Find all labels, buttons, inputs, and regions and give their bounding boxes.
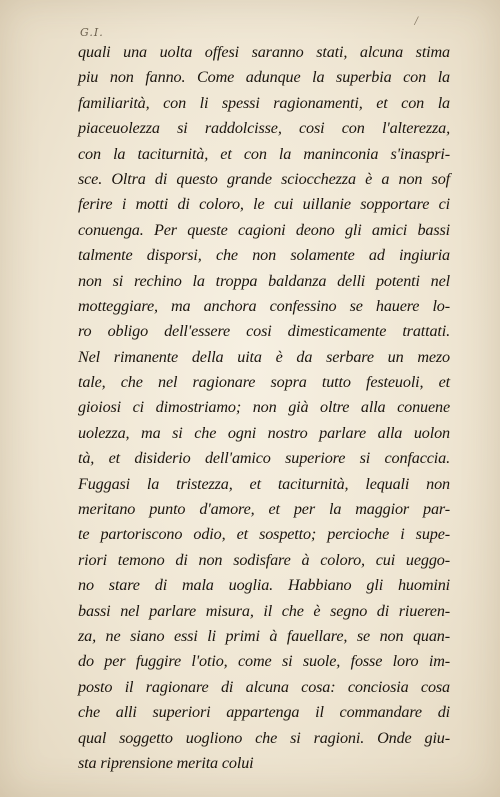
text-line: gioiosi ci dimostriamo; non già oltre alla conuene xyxy=(78,398,450,417)
text-line: posto il ragionare di alcuna cosa: conciosia cosa xyxy=(78,677,450,696)
text-line: do per fuggire l'otio, come si suole, fosse loro im- xyxy=(78,652,450,671)
text-line: sce. Oltra di questo grande sciocchezza è a non sof xyxy=(78,169,450,188)
text-line: piu non fanno. Come adunque la superbia con la xyxy=(78,68,450,87)
page-signature: G.I. xyxy=(80,26,104,39)
text-line: riori temono di non sodisfare à coloro, cui ueggo- xyxy=(78,550,450,569)
text-line: quali una uolta offesi saranno stati, alcuna stima xyxy=(78,43,450,61)
body-text xyxy=(78,40,450,776)
text-line: sta riprensione merita colui xyxy=(78,753,254,772)
text-line: motteggiare, ma anchora confessino se hauere lo- xyxy=(78,296,450,315)
text-line: talmente disporsi, che non solamente ad ingiuria xyxy=(78,246,450,265)
text-line: familiarità, con li spessi ragionamenti, et con la xyxy=(78,93,450,112)
text-line: piaceuolezza si raddolcisse, cosi con l'alterezza, xyxy=(78,119,450,138)
text-line: te partoriscono odio, et sospetto; percioche i supe- xyxy=(78,525,450,544)
text-line: meritano punto d'amore, et per la maggior par- xyxy=(78,500,450,519)
text-line: conuenga. Per queste cagioni deono gli amici bassi xyxy=(78,220,450,239)
text-line: tale, che nel ragionare sopra tutto festeuoli, et xyxy=(78,373,450,392)
text-line: ro obligo dell'essere cosi dimesticamente trattati. xyxy=(78,322,450,341)
text-line: Nel rimanente della uita è da serbare un mezo xyxy=(78,347,450,366)
text-line: che alli superiori appartenga il commandare di xyxy=(78,703,450,722)
text-line: con la taciturnità, et con la maninconia s'inaspri- xyxy=(78,144,450,163)
text-line: non si rechino la troppa baldanza delli potenti nel xyxy=(78,271,450,290)
text-line: qual soggetto uogliono che si ragioni. Onde giu- xyxy=(78,728,450,747)
text-line: Fuggasi la tristezza, et taciturnità, lequali non xyxy=(78,474,450,493)
text-line: za, ne siano essi li primi à fauellare, se non quan- xyxy=(78,626,450,645)
text-line: ferire i motti di coloro, le cui uillanie sopportare ci xyxy=(78,195,450,214)
corner-mark: / xyxy=(414,16,418,27)
text-line: no stare di mala uoglia. Habbiano gli huomini xyxy=(78,576,450,595)
text-line: tà, et disiderio dell'amico superiore si confaccia. xyxy=(78,449,450,468)
text-line: bassi nel parlare misura, il che è segno di riueren- xyxy=(78,601,450,620)
text-line: uolezza, ma si che ogni nostro parlare alla uolon xyxy=(78,423,450,442)
